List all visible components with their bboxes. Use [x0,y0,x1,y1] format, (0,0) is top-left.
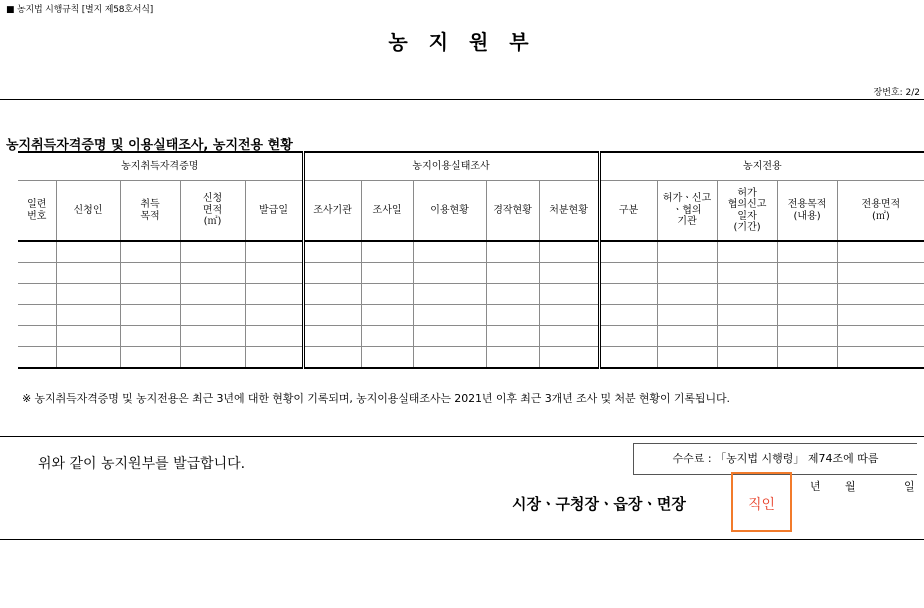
table-row [18,326,924,347]
table-cell [486,326,539,347]
column-header: 처분현황 [539,181,599,242]
column-header: 허가ㆍ신고 ㆍ협의 기관 [657,181,717,242]
table-cell [361,305,413,326]
column-header: 구분 [599,181,657,242]
table-cell [180,305,245,326]
table-row [18,305,924,326]
footnote: ※ 농지취득자격증명 및 농지전용은 최근 3년에 대한 현황이 기록되며, 농지이용실태조사는 2021년 이후 최근 3개년 조사 및 처분 현황이 기록됩니다. [22,392,730,405]
table-cell [180,347,245,369]
column-header: 신청인 [56,181,120,242]
table-cell [245,241,303,263]
table-row [18,263,924,284]
section-title: 농지취득자격증명 및 이용실태조사, 농지전용 현황 [6,138,293,153]
table-cell [837,241,924,263]
column-header: 경작현황 [486,181,539,242]
date-day: 일 [904,480,915,493]
column-header: 전용면적 (㎡) [837,181,924,242]
column-header: 발급일 [245,181,303,242]
table-cell [486,284,539,305]
table-cell [717,305,777,326]
table-cell [361,241,413,263]
table-cell [599,263,657,284]
issue-statement: 위와 같이 농지원부를 발급합니다. [38,456,246,472]
table-cell [120,347,180,369]
table-cell [303,347,361,369]
table-row [18,347,924,369]
header-divider [0,99,924,100]
table-cell [777,347,837,369]
table-cell [717,284,777,305]
table-cell [837,284,924,305]
table-cell [599,241,657,263]
table-cell [303,263,361,284]
table-cell [361,347,413,369]
table-cell [777,263,837,284]
status-table [18,151,924,369]
table-cell [777,241,837,263]
table-cell [18,241,56,263]
table-cell [361,284,413,305]
table-cell [413,347,486,369]
date-month: 월 [845,480,856,493]
table-cell [657,284,717,305]
note-divider [0,436,924,437]
column-header: 전용목적 (내용) [777,181,837,242]
table-cell [717,347,777,369]
table-cell [120,241,180,263]
table-cell [120,326,180,347]
table-cell [413,305,486,326]
table-cell [245,326,303,347]
table-cell [539,347,599,369]
table-cell [539,241,599,263]
table-cell [599,326,657,347]
table-cell [486,347,539,369]
table-row [18,241,924,263]
table-cell [180,284,245,305]
footer-divider [0,539,924,540]
table-cell [56,263,120,284]
table-cell [599,284,657,305]
table-cell [303,284,361,305]
page-number: 장번호: 2/2 [873,88,920,98]
table-cell [837,347,924,369]
table-cell [180,326,245,347]
table-cell [413,326,486,347]
table-cell [56,241,120,263]
table-cell [657,347,717,369]
group-header-usage-survey: 농지이용실태조사 [303,152,599,181]
table-cell [56,347,120,369]
column-header: 취득 목적 [120,181,180,242]
table-cell [539,326,599,347]
table-cell [245,305,303,326]
table-cell [18,284,56,305]
official-seal: 직인 [748,497,776,513]
issuer-title: 시장ㆍ구청장ㆍ읍장ㆍ면장 [512,495,686,513]
table-cell [245,347,303,369]
table-cell [539,284,599,305]
document-title: 농 지 원 부 [388,30,536,54]
table-cell [18,326,56,347]
table-cell [539,305,599,326]
table-cell [717,263,777,284]
column-header: 일련 번호 [18,181,56,242]
table-cell [245,263,303,284]
table-cell [717,326,777,347]
table-cell [599,305,657,326]
table-cell [18,305,56,326]
table-cell [303,241,361,263]
table-cell [56,305,120,326]
table-cell [361,326,413,347]
table-cell [777,305,837,326]
table-cell [657,305,717,326]
column-header: 신청 면적 (㎡) [180,181,245,242]
table-cell [837,263,924,284]
table-cell [18,263,56,284]
table-cell [180,263,245,284]
table-cell [120,305,180,326]
fee-box: 수수료 : 「농지법 시행령」 제74조에 따름 [633,443,917,475]
table-cell [120,284,180,305]
table-cell [56,284,120,305]
table-cell [837,326,924,347]
table-cell [413,284,486,305]
table-cell [837,305,924,326]
table-cell [777,326,837,347]
group-header-farmland-acquisition: 농지취득자격증명 [18,152,303,181]
table-cell [657,326,717,347]
table-cell [599,347,657,369]
table-cell [361,263,413,284]
table-cell [120,263,180,284]
table-row [18,284,924,305]
column-header: 조사기관 [303,181,361,242]
table-cell [777,284,837,305]
table-cell [486,263,539,284]
table-cell [413,241,486,263]
table-cell [539,263,599,284]
group-header-conversion: 농지전용 [599,152,924,181]
table-cell [486,241,539,263]
form-reference: ■ 농지법 시행규칙 [별지 제58호서식] [6,5,154,15]
column-header: 조사일 [361,181,413,242]
table-cell [303,326,361,347]
table-cell [717,241,777,263]
table-cell [56,326,120,347]
table-cell [486,305,539,326]
table-cell [180,241,245,263]
table-cell [413,263,486,284]
date-year: 년 [810,480,821,493]
column-header: 이용현황 [413,181,486,242]
table-cell [657,241,717,263]
table-cell [303,305,361,326]
column-header: 허가 협의신고 일자 (기간) [717,181,777,242]
table-cell [657,263,717,284]
table-cell [18,347,56,369]
table-cell [245,284,303,305]
